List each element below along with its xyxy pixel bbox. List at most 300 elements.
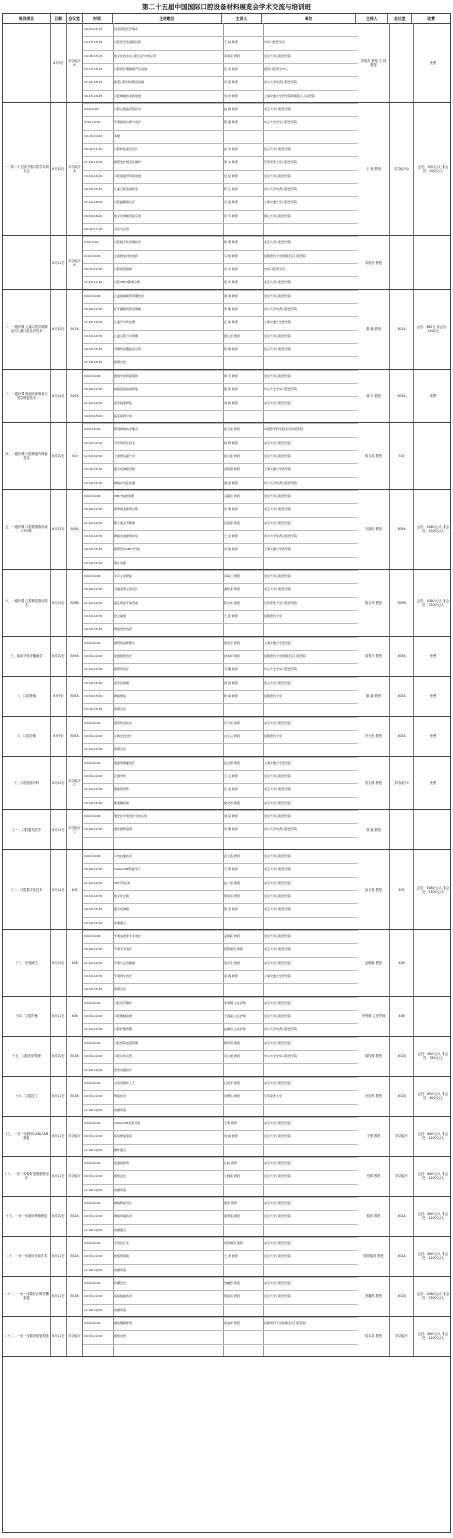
row-unit: 北京大学口腔医学院 bbox=[264, 440, 292, 445]
header-fee: 收费 bbox=[427, 16, 435, 21]
row-speaker: 孟焕新 教授 bbox=[224, 934, 240, 939]
row-time: 9:00-10:00 bbox=[84, 493, 101, 498]
row-speaker: 李 强 教授 bbox=[224, 80, 238, 85]
section-host: 郭传瑸 教授 bbox=[358, 1037, 390, 1076]
section-project: 二十一、一步一步做好正畸托槽粘接 bbox=[3, 1277, 51, 1316]
section-project: 十九、一步一步做好种植修复 bbox=[3, 1197, 51, 1236]
section-room: 301A bbox=[390, 1237, 414, 1276]
section-venue: 多功能厅A bbox=[67, 236, 83, 288]
row-time: 10:00-11:00 bbox=[84, 1174, 103, 1179]
row-time: 16:40-17:20 bbox=[84, 227, 103, 232]
row-time: 14:30-15:30 bbox=[84, 987, 103, 992]
row-topic: 种植术前影像评估 bbox=[114, 533, 139, 538]
table-row bbox=[83, 1077, 358, 1091]
row-time: 10:20-11:00 bbox=[84, 267, 103, 272]
schedule-section bbox=[3, 1197, 450, 1237]
row-unit: 武汉大学口腔医学院 bbox=[264, 347, 292, 352]
section-fee: 会员：100元/人 非会员：200元/人 bbox=[417, 165, 449, 174]
row-time: 11:00-12:00 bbox=[84, 1107, 103, 1112]
row-time: 15:45-16:15 bbox=[84, 80, 103, 85]
section-venue: 309B bbox=[67, 570, 83, 636]
section-venue: 多功能厅 bbox=[67, 1317, 83, 1356]
section-rows bbox=[83, 23, 358, 102]
row-speaker: 王勇 教授 bbox=[224, 1120, 237, 1125]
row-topic: 引导骨再生技术 bbox=[114, 440, 136, 445]
section-room: 301A bbox=[390, 290, 414, 369]
schedule-section bbox=[3, 637, 450, 677]
section-fee: 免费 bbox=[429, 394, 437, 398]
schedule-section bbox=[3, 23, 450, 103]
row-unit: 浙江大学口腔医学院 bbox=[264, 213, 292, 218]
section-rows bbox=[83, 1277, 358, 1316]
row-speaker: 余 强 教授 bbox=[224, 547, 238, 552]
schedule-table bbox=[2, 13, 451, 1533]
row-time: 10:00-11:00 bbox=[84, 1054, 103, 1059]
table-row bbox=[83, 503, 358, 517]
row-topic: 根管再治疗 bbox=[114, 667, 130, 672]
section-fee: 会员：980元/人 非会员：1200元/人 bbox=[417, 1332, 449, 1341]
table-row bbox=[83, 276, 358, 290]
section-host: 宿玉成 教授 bbox=[358, 423, 390, 489]
row-time: 14:00-14:15 bbox=[84, 27, 103, 31]
section-host: 梁景平 教授 bbox=[358, 637, 390, 676]
row-speaker: 周 平 教授 bbox=[224, 373, 238, 378]
section-fee: 会员：1080元/人 非会员：1300元/人 bbox=[416, 1292, 450, 1301]
row-time: 9:00-10:00 bbox=[84, 720, 101, 725]
section-room: 406 bbox=[390, 930, 414, 996]
table-row bbox=[83, 423, 358, 437]
table-row bbox=[83, 517, 358, 531]
schedule-section bbox=[3, 1317, 450, 1357]
section-date: 6月10日 bbox=[51, 290, 67, 369]
schedule-section bbox=[3, 677, 450, 717]
schedule-section bbox=[3, 490, 450, 570]
row-time: 11:00-12:00 bbox=[84, 880, 103, 885]
section-room bbox=[390, 23, 414, 102]
row-time: 9:00-10:00 bbox=[84, 760, 101, 765]
section-fee bbox=[414, 810, 451, 849]
row-time: 11:00-11:40 bbox=[84, 280, 103, 285]
row-unit: 上海交通大学口腔医学院 bbox=[264, 200, 298, 205]
row-unit: 北京大学口腔医学院 bbox=[264, 1120, 292, 1125]
row-unit: 北京大学口腔医学院 bbox=[264, 934, 292, 939]
table-row bbox=[83, 490, 358, 504]
section-host: 秦 满 教授 bbox=[358, 290, 390, 369]
row-topic: 病例讨论 bbox=[114, 707, 127, 712]
row-speaker: 刘 峰 教授 bbox=[224, 400, 238, 405]
section-host: 邸萍 教授 bbox=[358, 1197, 390, 1236]
row-topic: CBCT成像原理 bbox=[114, 493, 135, 498]
row-topic: 早期矫治器临床应用 bbox=[114, 347, 142, 352]
row-topic: 咬合重建 bbox=[114, 613, 127, 618]
section-date: 6月11日 bbox=[51, 997, 67, 1036]
table-row bbox=[83, 1210, 358, 1224]
row-speaker: 施 斌 教授 bbox=[224, 680, 238, 685]
row-time: 11:00-12:00 bbox=[84, 1267, 103, 1272]
row-time: 15:30-16:30 bbox=[84, 560, 103, 565]
table-row bbox=[83, 863, 358, 877]
row-topic: 口腔诊所运营 bbox=[114, 1054, 133, 1059]
row-topic: 根管形态CBCT分析 bbox=[114, 547, 141, 552]
table-row bbox=[83, 1277, 358, 1291]
section-rows bbox=[83, 1317, 358, 1356]
row-time: 9:00-10:00 bbox=[84, 1240, 101, 1245]
row-speaker: 邸萍 教授 bbox=[224, 1200, 237, 1205]
table-row bbox=[83, 1144, 358, 1158]
row-topic: 儿童口腔疾病防治 bbox=[114, 187, 139, 192]
section-project: 十七、一步一步做好CAD/CAM修复 bbox=[3, 1117, 51, 1156]
row-speaker: 周 杰 教授 bbox=[224, 160, 238, 165]
row-unit: 四川大学华西口腔医学院 bbox=[264, 533, 298, 538]
row-topic: 口腔正畸临床新技术 bbox=[114, 107, 142, 112]
section-fee: 免费 bbox=[429, 694, 437, 699]
row-time: 10:00-11:00 bbox=[84, 587, 103, 592]
table-row bbox=[83, 316, 358, 330]
section-fee: 会员：580元/人 非会员：780元/人 bbox=[417, 1052, 449, 1061]
row-topic: CAD/CAM修复设计 bbox=[114, 867, 141, 872]
row-topic: 种植修复 bbox=[114, 693, 127, 698]
row-time: 9:00-10:00 bbox=[84, 293, 101, 298]
table-row bbox=[83, 637, 358, 651]
row-topic: 牙冠延长术 bbox=[114, 1240, 130, 1245]
row-time: 11:00-12:00 bbox=[84, 453, 103, 458]
table-row bbox=[83, 330, 358, 344]
section-fee: 会员：880元/人 非会员：1200元/人 bbox=[417, 1132, 449, 1141]
row-time: 15:15-15:45 bbox=[84, 67, 103, 72]
row-topic: 数字化种植 bbox=[114, 907, 130, 912]
table-row bbox=[83, 196, 358, 210]
row-topic: 口腔种植技术新进展 bbox=[114, 93, 142, 98]
row-time: 9:00-10:00 bbox=[84, 1040, 101, 1045]
table-row bbox=[83, 23, 358, 37]
section-project: 十三、牙周病学 bbox=[3, 930, 51, 996]
schedule-section bbox=[3, 1277, 450, 1317]
section-project: 一、第二十五届中国口腔学术研讨会 bbox=[3, 103, 51, 235]
table-row bbox=[83, 1330, 358, 1344]
section-project: 十二、口腔数字化技术 bbox=[3, 850, 51, 929]
row-unit: 四川大学华西口腔医学院 bbox=[264, 827, 298, 832]
row-topic: 病例讨论 bbox=[114, 360, 127, 365]
table-row bbox=[83, 1250, 358, 1264]
row-time: 10:00-11:00 bbox=[84, 1254, 103, 1259]
row-unit: 北京大学口腔医学院 bbox=[264, 774, 292, 779]
table-row bbox=[83, 1023, 358, 1037]
row-topic: 显微根管治疗 bbox=[114, 653, 133, 658]
section-venue: 多功能厅C bbox=[67, 757, 83, 809]
row-unit: 北京大学口腔医学院 bbox=[264, 1080, 292, 1085]
table-row bbox=[83, 130, 358, 144]
section-room: 多功能厅 bbox=[390, 1317, 414, 1356]
row-unit: 北京大学口腔医学院 bbox=[264, 280, 292, 285]
table-row bbox=[83, 810, 358, 824]
row-time: 13:30-14:30 bbox=[84, 613, 103, 618]
row-topic: 新型口腔材料研究进展 bbox=[114, 80, 145, 85]
table-row bbox=[83, 477, 358, 491]
table-row bbox=[83, 156, 358, 170]
row-speaker: 梁景平 教授 bbox=[224, 640, 240, 645]
row-unit: 北京大学口腔医学院 bbox=[264, 800, 292, 805]
table-row bbox=[83, 103, 358, 117]
row-topic: 激光根管消毒 bbox=[114, 827, 133, 832]
table-row bbox=[83, 983, 358, 997]
row-topic: 牙周手术治疗 bbox=[114, 947, 133, 952]
table-row bbox=[83, 170, 358, 184]
row-topic: 3D打印技术 bbox=[114, 880, 131, 885]
table-row bbox=[83, 1317, 358, 1331]
row-speaker: 李巍然 教授 bbox=[224, 1280, 240, 1285]
row-unit: 北京大学口腔医学院 bbox=[264, 1240, 292, 1245]
section-rows bbox=[83, 1077, 358, 1116]
row-time: 11:00-12:00 bbox=[84, 400, 103, 405]
section-rows bbox=[83, 570, 358, 636]
row-time: 9:00-9:40 bbox=[84, 107, 99, 112]
row-speaker: 刘 斌 教授 bbox=[224, 814, 238, 819]
section-room: 301B bbox=[390, 1077, 414, 1116]
section-host: 孟焕新 教授 bbox=[358, 930, 390, 996]
row-unit: 北京大学口腔医学院 bbox=[264, 587, 292, 592]
section-project: 二、一级好课 儿童口腔早期矫治与儿童口腔诊疗技术 bbox=[3, 290, 51, 369]
row-topic: 茶歇 bbox=[114, 133, 121, 138]
section-date: 6月11日 bbox=[51, 1277, 67, 1316]
row-unit: 北京大学口腔医学院 bbox=[264, 1014, 292, 1019]
row-topic: 病例讨论 bbox=[114, 747, 127, 752]
row-topic: 数字化正畸 bbox=[114, 894, 130, 899]
row-speaker: 邓旭亮 教授 bbox=[224, 53, 240, 58]
row-unit: 上海交通大学医学院 bbox=[264, 547, 292, 552]
row-unit: 北京大学口腔医学院 bbox=[264, 373, 292, 378]
section-rows bbox=[83, 1037, 358, 1076]
row-topic: 烤瓷技术 bbox=[114, 1094, 127, 1099]
row-topic: 唾液腺疾病 bbox=[114, 800, 130, 805]
section-venue: 多功能厅A bbox=[67, 103, 83, 235]
section-date: 6月10日 bbox=[51, 103, 67, 235]
table-row bbox=[83, 890, 358, 904]
row-time: 11:00-12:00 bbox=[84, 1227, 103, 1232]
row-speaker: 章小缓 教授 bbox=[224, 1054, 240, 1059]
row-speaker: 俞光岩 教授 bbox=[224, 800, 240, 805]
row-topic: 口腔黏膜病诊疗 bbox=[114, 200, 136, 205]
section-host: 施 斌 教授 bbox=[358, 677, 390, 716]
schedule-section bbox=[3, 570, 450, 637]
row-speaker: 赵 敏 教授 bbox=[224, 107, 238, 112]
row-topic: 全口义齿修复 bbox=[114, 573, 133, 578]
table-row bbox=[83, 917, 358, 931]
row-time: 9:00-10:00 bbox=[84, 1120, 101, 1125]
table-row bbox=[83, 1090, 358, 1104]
row-time: 13:30-14:30 bbox=[84, 333, 103, 338]
row-time: 10:00-11:00 bbox=[84, 1294, 103, 1299]
table-row bbox=[83, 650, 358, 664]
row-speaker: 吕培军 教授 bbox=[224, 1080, 240, 1085]
row-time: 9:00-10:00 bbox=[84, 1080, 101, 1085]
row-time: 10:00-11:00 bbox=[84, 827, 103, 832]
row-time: 9:00-10:00 bbox=[84, 640, 101, 645]
section-fee bbox=[414, 997, 451, 1036]
table-row bbox=[83, 250, 358, 264]
section-date: 6月11日 bbox=[51, 1237, 67, 1276]
row-time: 10:00-11:00 bbox=[84, 507, 103, 512]
section-venue: 多功能厅C bbox=[67, 810, 83, 849]
row-unit: 北京大学口腔医学院 bbox=[264, 1200, 292, 1205]
row-unit: 北京大学口腔医学院 bbox=[264, 960, 292, 965]
section-rows bbox=[83, 370, 358, 422]
row-topic: 正畸支抗设计 bbox=[114, 734, 133, 738]
row-time: 13:30-14:30 bbox=[84, 680, 103, 685]
row-speaker: 陈吉华 教授 bbox=[224, 600, 240, 605]
section-venue: 多功能厅A bbox=[67, 23, 83, 102]
row-unit: 北京大学口腔医学院 bbox=[264, 173, 292, 178]
table-row bbox=[83, 783, 358, 797]
table-row bbox=[83, 290, 358, 304]
schedule-section bbox=[3, 1117, 450, 1157]
row-topic: 种植并发症处理 bbox=[114, 480, 136, 485]
section-host: 孙玉春 教授 bbox=[358, 850, 390, 929]
row-speaker: 耿 威 教授 bbox=[224, 693, 238, 698]
table-row bbox=[83, 543, 358, 557]
table-row bbox=[83, 663, 358, 677]
row-time: 9:00-10:00 bbox=[84, 1320, 101, 1325]
section-room bbox=[390, 236, 414, 288]
section-project: 六、一级好课 口腔修复临床技术 bbox=[3, 570, 51, 636]
row-time: 16:00-16:40 bbox=[84, 213, 103, 218]
row-unit: 北京大学口腔医学院 bbox=[264, 1280, 292, 1285]
schedule-section bbox=[3, 423, 450, 490]
table-row bbox=[83, 1170, 358, 1184]
section-fee bbox=[414, 930, 451, 996]
row-topic: 牙周炎的非手术治疗 bbox=[114, 934, 142, 939]
schedule-section bbox=[3, 810, 450, 850]
table-row bbox=[83, 597, 358, 611]
row-time: 10:00-11:00 bbox=[84, 387, 103, 392]
section-venue: 406 bbox=[67, 930, 83, 996]
section-room: 多功能厅 bbox=[390, 1157, 414, 1196]
section-room: 301B bbox=[390, 1037, 414, 1076]
schedule-section bbox=[3, 1037, 450, 1077]
row-speaker: 欧阳翔英 教授 bbox=[224, 1240, 243, 1245]
row-speaker: 张 益 教授 bbox=[224, 787, 238, 792]
section-date: 6月9日 bbox=[51, 717, 67, 756]
table-row bbox=[83, 397, 358, 411]
row-unit: 北京大学口腔医学院 bbox=[264, 947, 292, 952]
row-unit: 北京大学口腔医学院 bbox=[264, 107, 292, 112]
section-rows bbox=[83, 677, 358, 716]
header-venue: 会议室 bbox=[67, 14, 83, 23]
section-host: 陈吉华 教授 bbox=[358, 570, 390, 636]
row-time: 9:00-9:40 bbox=[84, 240, 99, 245]
header-unit: 单位 bbox=[262, 14, 357, 23]
section-rows bbox=[83, 423, 358, 489]
table-row bbox=[83, 850, 358, 864]
row-time: 10:00-11:00 bbox=[84, 774, 103, 779]
table-row bbox=[83, 1197, 358, 1211]
section-project: 二十、一步一步做好牙周手术 bbox=[3, 1237, 51, 1276]
section-venue: 309A bbox=[67, 490, 83, 569]
row-unit: 北京大学口腔医学院 bbox=[264, 1254, 292, 1259]
row-unit: 北京大学口腔医学院 bbox=[264, 333, 292, 338]
row-unit: 中华口腔医学会 bbox=[264, 267, 286, 272]
row-time: 10:00-11:00 bbox=[84, 1334, 103, 1339]
section-host: 张志愿 教授 bbox=[358, 757, 390, 809]
row-topic: 儿童牙外伤处理 bbox=[114, 320, 136, 325]
row-time: 10:00-11:00 bbox=[84, 1134, 103, 1139]
schedule-section bbox=[3, 370, 450, 423]
section-fee: 免费 bbox=[429, 780, 437, 785]
row-unit: 北京大学口腔医学院 bbox=[264, 1000, 292, 1005]
table-row bbox=[83, 450, 358, 464]
section-room: 309A bbox=[390, 637, 414, 676]
table-row bbox=[83, 970, 358, 984]
row-topic: 口腔颌面外科新进展 bbox=[114, 173, 142, 178]
section-fee: 会员：980元 非会员：1200元 bbox=[416, 325, 450, 334]
row-unit: 中山大学光华口腔医学院 bbox=[264, 1054, 298, 1059]
schedule-section bbox=[3, 1077, 450, 1117]
row-speaker: 岳林 教授 bbox=[224, 1160, 237, 1165]
header-room: 会议室 bbox=[388, 14, 412, 23]
row-topic: 隐形矫治技术 bbox=[114, 720, 133, 725]
row-topic: 树脂直接粘接修复 bbox=[114, 387, 139, 392]
section-date: 6月10日 bbox=[51, 1197, 67, 1236]
section-room: 多功能厅C bbox=[390, 757, 414, 809]
row-time: 14:30-15:30 bbox=[84, 480, 103, 485]
section-rows bbox=[83, 717, 358, 756]
row-topic: CAD/CAM系统介绍 bbox=[114, 1120, 141, 1125]
row-time: 9:00-10:00 bbox=[84, 427, 101, 432]
row-unit: 首都医科大学 bbox=[264, 613, 283, 618]
section-rows bbox=[83, 290, 358, 369]
row-time: 13:30-14:30 bbox=[84, 800, 103, 805]
row-time: 11:00-12:00 bbox=[84, 1187, 103, 1192]
table-row bbox=[83, 383, 358, 397]
row-speaker: 胡秀莲 教授 bbox=[224, 1214, 240, 1219]
schedule-section bbox=[3, 1157, 450, 1197]
row-unit: 上海交通大学医学院 bbox=[264, 467, 292, 472]
section-fee: 会员：1080元/人 非会员：1300元/人 bbox=[416, 598, 450, 607]
table-row bbox=[83, 583, 358, 597]
row-time: 10:00-11:00 bbox=[84, 653, 103, 658]
row-time: 13:30-14:30 bbox=[84, 894, 103, 899]
section-date: 6月11日 bbox=[51, 490, 67, 569]
row-speaker: 郭传瑸 教授 bbox=[224, 1040, 240, 1045]
section-date: 6月11日 bbox=[51, 810, 67, 849]
section-project: 七、临床牙体牙髓病学 bbox=[3, 637, 51, 676]
row-topic: 实操训练 bbox=[114, 1267, 127, 1272]
row-unit: 中山大学光华口腔医学院 bbox=[264, 387, 298, 392]
row-unit: 北京大学口腔医学院 bbox=[264, 520, 292, 525]
row-speaker: 吴轶群 教授 bbox=[224, 467, 240, 472]
row-speaker: 林 野 教授 bbox=[224, 440, 238, 445]
section-date: 6月11日 bbox=[51, 1077, 67, 1116]
section-fee: 免费 bbox=[429, 654, 437, 659]
header-host: 主持人 bbox=[356, 14, 388, 23]
table-row bbox=[83, 36, 358, 50]
row-time: 11:00-12:00 bbox=[84, 600, 103, 605]
table-row bbox=[83, 690, 358, 704]
row-time: 11:00-12:00 bbox=[84, 320, 103, 325]
row-topic: 牙周病的诊断与治疗 bbox=[114, 120, 142, 125]
schedule-section bbox=[3, 717, 450, 757]
row-time: 14:30-15:30 bbox=[84, 627, 103, 632]
row-unit: 北京大学口腔医学院 bbox=[264, 573, 292, 578]
section-rows bbox=[83, 997, 358, 1036]
row-speaker: 王春丽 主任护师 bbox=[224, 1014, 246, 1019]
row-topic: 儿童口腔行为管理 bbox=[114, 333, 139, 338]
row-topic: 全瓷修复材料选择 bbox=[114, 253, 139, 258]
row-speaker: 王 新 教授 bbox=[224, 613, 238, 618]
table-row bbox=[83, 877, 358, 891]
table-row bbox=[83, 1064, 358, 1078]
row-speaker: 胡 军 教授 bbox=[224, 280, 238, 285]
row-topic: 全瓷冠制作工艺 bbox=[114, 1080, 136, 1085]
